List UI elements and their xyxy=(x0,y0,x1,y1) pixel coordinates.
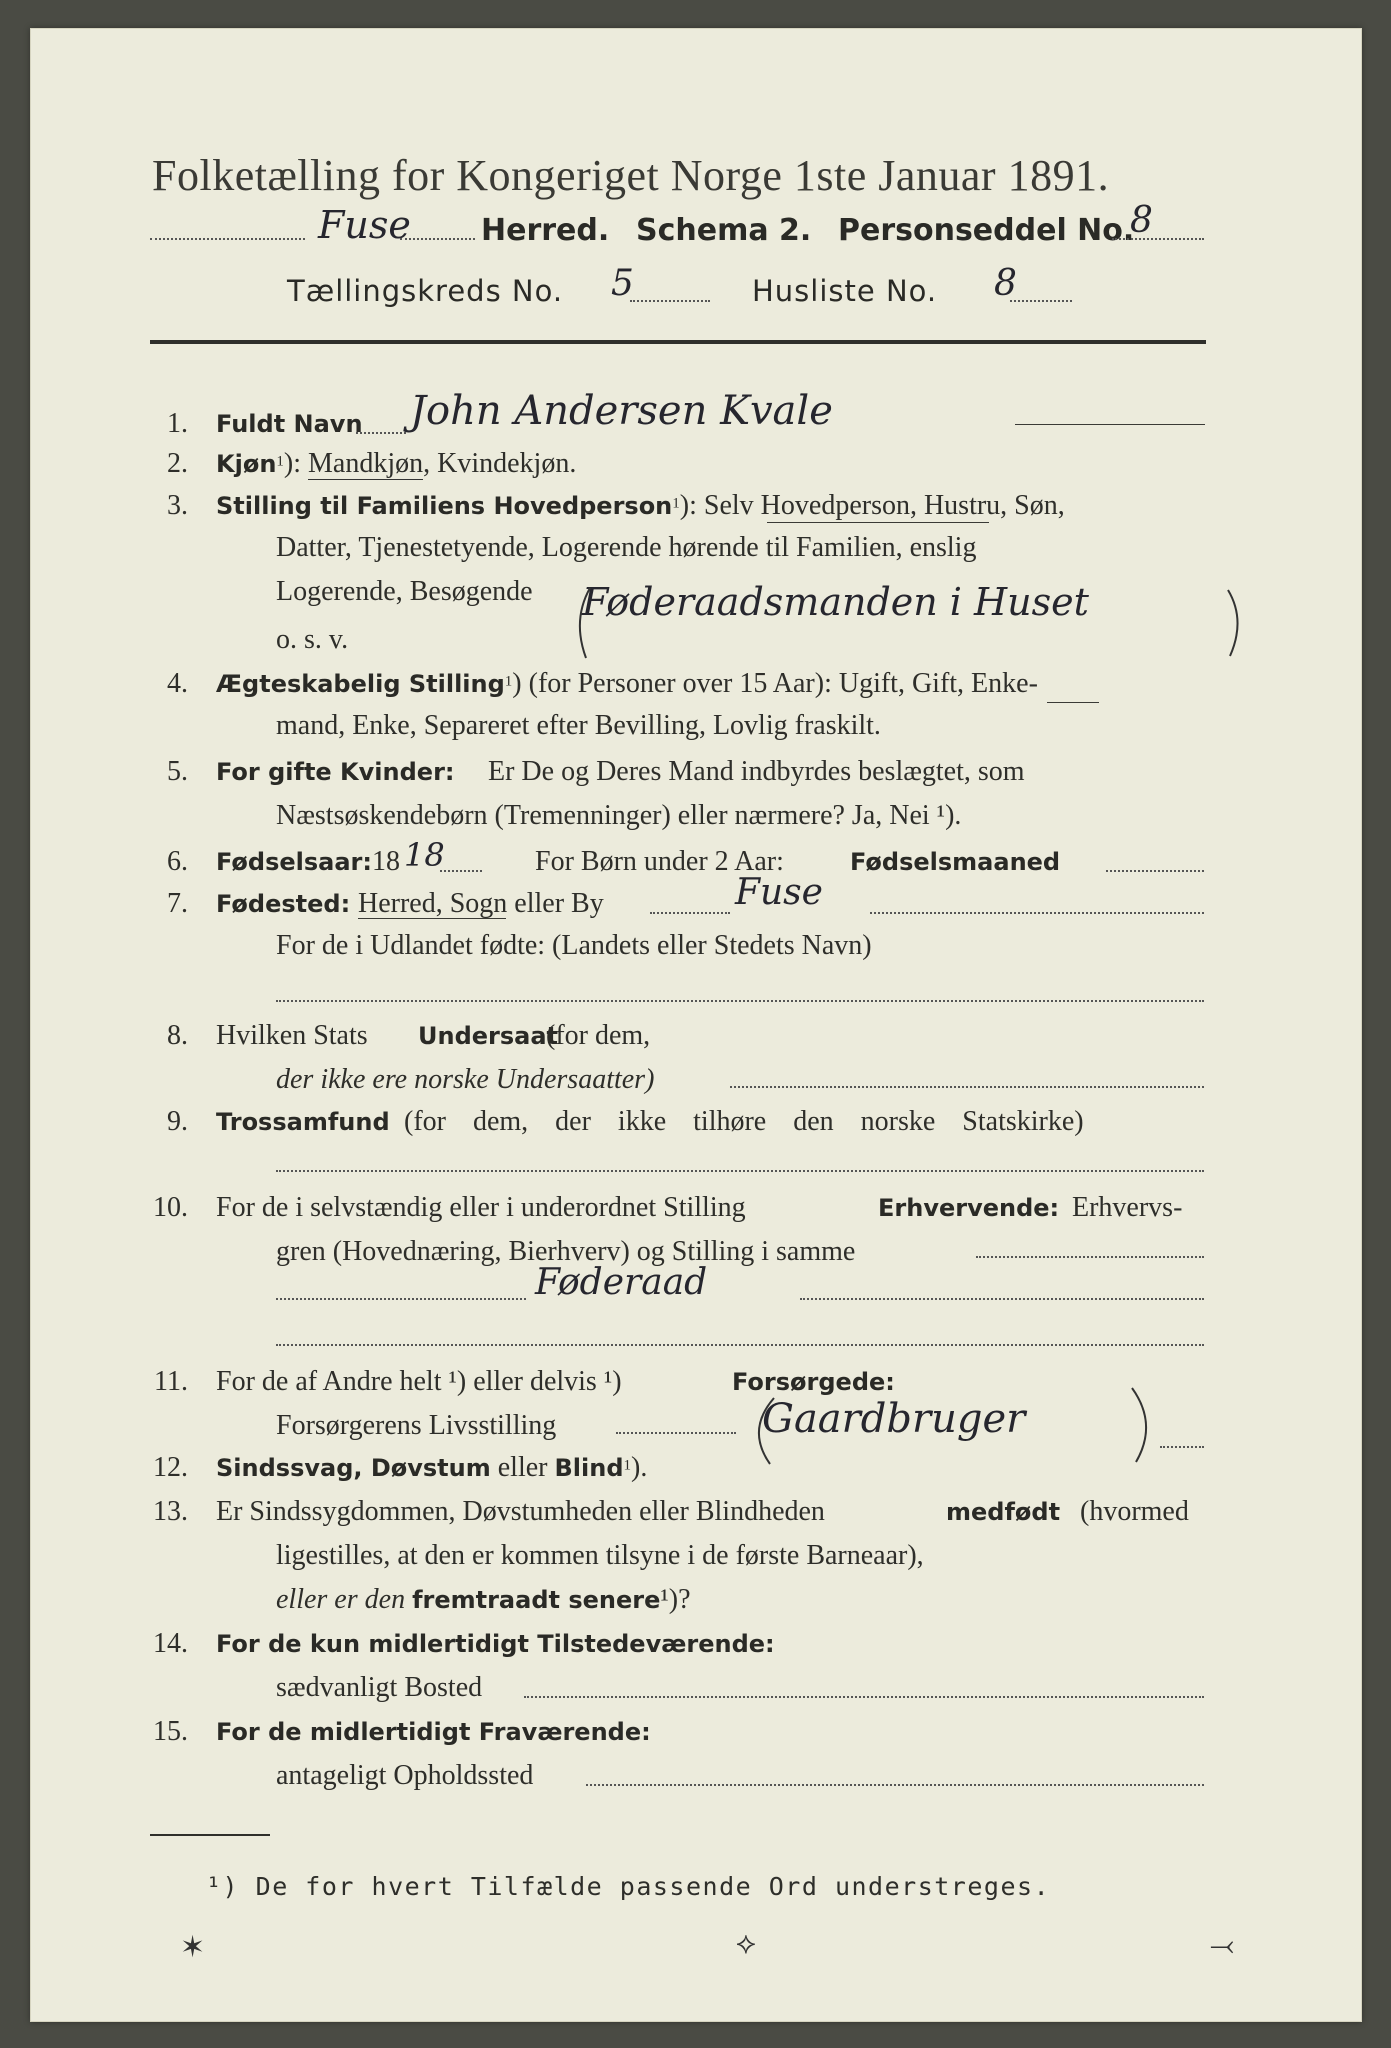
item-number: 8. xyxy=(167,1020,188,1051)
item-number: 15. xyxy=(153,1716,188,1747)
personseddel-value: 8 xyxy=(1130,200,1153,241)
schema-label: Schema 2. xyxy=(636,213,812,248)
item-number: 5. xyxy=(167,756,188,787)
footnote: ¹) De for hvert Tilfælde passende Ord understreges. xyxy=(206,1872,1051,1901)
q10-line2: gren (Hovednæring, Bierhverv) og Stilling i samme xyxy=(276,1236,856,1267)
q8-line2: der ikke ere norske Undersaatter) xyxy=(276,1064,655,1095)
q3-line2: Datter, Tjenestetyende, Logerende hørende til Familien, enslig xyxy=(276,532,977,563)
q7-line2: For de i Udlandet fødte: (Landets eller Stedets Navn) xyxy=(276,930,872,961)
q7-text: Herred, Sogn eller By xyxy=(358,888,604,919)
herred-value: Fuse xyxy=(318,203,411,247)
taellingskreds-value: 5 xyxy=(611,263,634,304)
item-number: 6. xyxy=(167,846,188,877)
item-number: 10. xyxy=(153,1192,188,1223)
registration-mark-icon: ⤙ xyxy=(1210,1928,1234,1963)
q3-line1: Stilling til Familiens Hovedperson$^1$): Selv Hovedperson, Hustru, Søn, xyxy=(216,490,1065,521)
q8-line1-b: (for dem, xyxy=(546,1020,651,1051)
dotted-line xyxy=(356,432,406,434)
item-number: 2. xyxy=(167,448,188,479)
q10-line1-b: Erhvervs- xyxy=(1072,1192,1183,1223)
q11-line1: For de af Andre helt ¹) eller delvis ¹) xyxy=(216,1366,622,1397)
herred-label: Herred. xyxy=(481,213,610,248)
q13-line1-a: Er Sindssygdommen, Døvstumheden eller Blindheden xyxy=(216,1496,825,1527)
registration-mark-icon: ✶ xyxy=(180,1930,206,1965)
dotted-line xyxy=(276,1000,1204,1002)
q11-answer-brackets xyxy=(740,1384,1160,1474)
gift-underline xyxy=(1047,702,1099,703)
q6-mid: For Børn under 2 Aar: xyxy=(535,846,784,877)
form-title: Folketælling for Kongeriget Norge 1ste Januar 1891. xyxy=(152,151,1110,200)
q3-answer-brackets xyxy=(570,580,1250,664)
q3-line3: Logerende, Besøgende xyxy=(276,576,533,607)
taellingskreds-label: Tællingskreds No. xyxy=(287,274,564,308)
q8-label: Undersaat xyxy=(418,1022,559,1050)
dotted-line xyxy=(440,870,482,872)
dotted-line xyxy=(870,912,1204,914)
q1-answer: John Andersen Kvale xyxy=(410,388,833,434)
q3-answer: Føderaadsmanden i Huset xyxy=(582,580,1089,624)
dotted-line xyxy=(730,1086,1204,1088)
q10-label: Erhvervende: xyxy=(878,1194,1060,1222)
item-number: 14. xyxy=(153,1628,188,1659)
registration-mark-icon: ⟡ xyxy=(736,1926,756,1961)
dotted-line xyxy=(1010,300,1072,302)
q7-answer: Fuse xyxy=(735,872,823,913)
q9-label: Trossamfund xyxy=(216,1108,390,1136)
selv-hovedperson-underline xyxy=(767,522,989,523)
q10-line1-a: For de i selvstændig eller i underordnet Stilling xyxy=(216,1192,746,1223)
q15-line2: antageligt Opholdssted xyxy=(276,1760,534,1791)
dotted-line xyxy=(276,1298,526,1300)
q5-label: For gifte Kvinder: xyxy=(216,758,455,786)
dotted-line xyxy=(616,1432,736,1434)
item-number: 11. xyxy=(154,1366,188,1397)
item-number: 7. xyxy=(167,888,188,919)
q13-line2: ligestilles, at den er kommen tilsyne i de første Barneaar), xyxy=(276,1540,924,1571)
item-number: 9. xyxy=(167,1106,188,1137)
q14-label: For de kun midlertidigt Tilstedeværende: xyxy=(216,1630,775,1658)
q4-line1: Ægteskabelig Stilling$^1$) (for Personer over 15 Aar): Ugift, Gift, Enke- xyxy=(216,668,1038,699)
q4-line2: mand, Enke, Separeret efter Bevilling, Lovlig fraskilt. xyxy=(276,710,881,741)
q14-line2: sædvanligt Bosted xyxy=(276,1672,483,1703)
dotted-line xyxy=(276,1344,1204,1346)
footnote-rule xyxy=(150,1834,270,1836)
answer-line xyxy=(1015,424,1205,425)
q15-label: For de midlertidigt Fraværende: xyxy=(216,1718,651,1746)
q13-label: medfødt xyxy=(946,1498,1061,1526)
q6-prefix: 18 xyxy=(372,846,400,877)
q5-line1: Er De og Deres Mand indbyrdes beslægtet, som xyxy=(488,756,1025,787)
q8-line1-a: Hvilken Stats xyxy=(216,1020,368,1051)
header-rule xyxy=(150,340,1206,344)
dotted-line xyxy=(976,1256,1204,1258)
q11-line2: Forsørgerens Livsstilling xyxy=(276,1410,557,1441)
item-number: 12. xyxy=(153,1452,188,1483)
personseddel-label: Personseddel No. xyxy=(838,213,1135,248)
q12-line: Sindssvag, Døvstum eller Blind$^1$). xyxy=(216,1452,648,1483)
q9-line1: (for dem, der ikke tilhøre den norske Statskirke) xyxy=(404,1106,1084,1137)
q13-line3: eller er den fremtraadt senere¹)? xyxy=(276,1584,691,1615)
q6-year: 18 xyxy=(404,836,445,874)
dotted-line xyxy=(1160,1446,1204,1448)
dotted-line xyxy=(586,1784,1204,1786)
q13-line1-b: (hvormed xyxy=(1080,1496,1189,1527)
dotted-line xyxy=(276,1170,1204,1172)
q6-label2: Fødselsmaaned xyxy=(850,848,1061,876)
item-number: 1. xyxy=(167,408,188,439)
husliste-value: 8 xyxy=(994,263,1017,304)
item-number: 13. xyxy=(153,1496,188,1527)
item-number: 4. xyxy=(167,668,188,699)
q11-label: Forsørgede: xyxy=(732,1368,895,1396)
q1-label: Fuldt Navn xyxy=(216,410,363,438)
dotted-line xyxy=(1112,238,1204,240)
herred-underline xyxy=(358,918,506,919)
dotted-line xyxy=(630,300,710,302)
q3-line4: o. s. v. xyxy=(276,624,349,655)
q10-answer: Føderaad xyxy=(535,1262,708,1303)
item-number: 3. xyxy=(167,490,188,521)
dotted-line xyxy=(150,238,305,240)
dotted-line xyxy=(524,1696,1204,1698)
q11-answer: Gaardbruger xyxy=(762,1396,1026,1442)
q2-mandkjon-underlined: Mandkjøn xyxy=(308,448,424,479)
dotted-line xyxy=(650,912,730,914)
husliste-label: Husliste No. xyxy=(752,274,938,308)
dotted-line xyxy=(1106,870,1204,872)
q7-label: Fødested: xyxy=(216,890,351,918)
dotted-line xyxy=(400,238,475,240)
q5-line2: Næstsøskendebørn (Tremenninger) eller nærmere? Ja, Nei ¹). xyxy=(276,800,962,831)
q6-label: Fødselsaar: xyxy=(216,848,372,876)
dotted-line xyxy=(800,1298,1204,1300)
q2-line: Kjøn$^1$): Mandkjøn, Kvindekjøn. xyxy=(216,448,577,479)
